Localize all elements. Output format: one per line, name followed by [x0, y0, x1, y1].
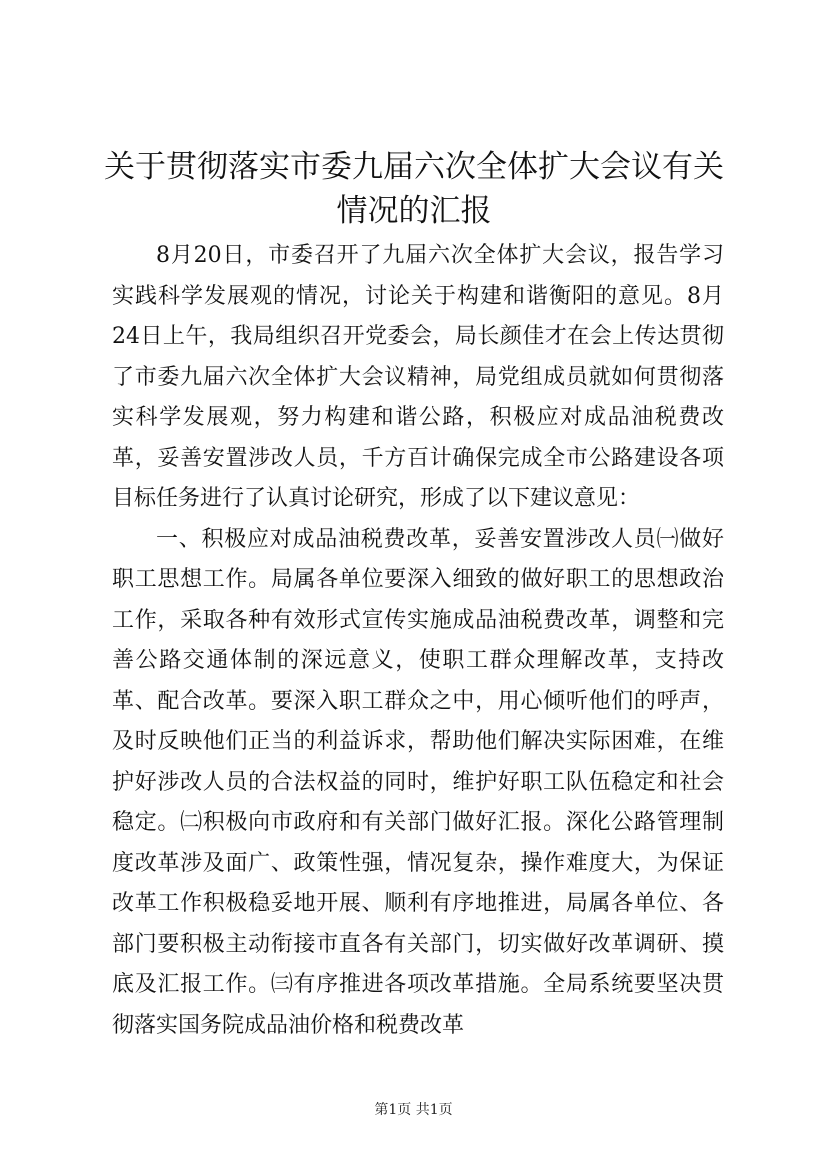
page-number-footer: 第1页 共1页: [374, 1102, 453, 1118]
title-line-1: 关于贯彻落实市委九届六次全体扩大会议有关: [104, 149, 724, 185]
document-title: [104, 145, 724, 233]
document-body: [112, 236, 724, 1046]
title-line-2: 情况的汇报: [336, 193, 492, 229]
paragraph-intro: 8月20日，市委召开了九届六次全体扩大会议，报告学习实践科学发展观的情况，讨论关于构建和谐衡阳的意见。8月24日上午，我局组织召开党委会，局长颜佳才在会上传达贯彻了市委九届六次全体扩大会议精神，局党组成员就如何贯彻落实科学发展观，努力构建和谐公路，积极应对成品油税费改革，妥善安置涉改人员，千方百计确保完成全市公路建设各项目标任务进行了认真讨论研究，形成了以下建议意见：: [112, 243, 724, 511]
paragraph-section-1: 一、积极应对成品油税费改革，妥善安置涉改人员㈠做好职工思想工作。局属各单位要深入细致的做好职工的思想政治工作，采取各种有效形式宣传实施成品油税费改革，调整和完善公路交通体制的深远意义，使职工群众理解改革，支持改革、配合改革。要深入职工群众之中，用心倾听他们的呼声，及时反映他们正当的利益诉求，帮助他们解决实际困难，在维护好涉改人员的合法权益的同时，维护好职工队伍稳定和社会稳定。㈡积极向市政府和有关部门做好汇报。深化公路管理制度改革涉及面广、政策性强，情况复杂，操作难度大，为保证改革工作积极稳妥地开展、顺利有序地推进，局属各单位、各部门要积极主动衔接市直各有关部门，切实做好改革调研、摸底及汇报工作。㈢有序推进各项改革措施。全局系统要坚决贯彻落实国务院成品油价格和税费改革: [112, 526, 724, 1038]
